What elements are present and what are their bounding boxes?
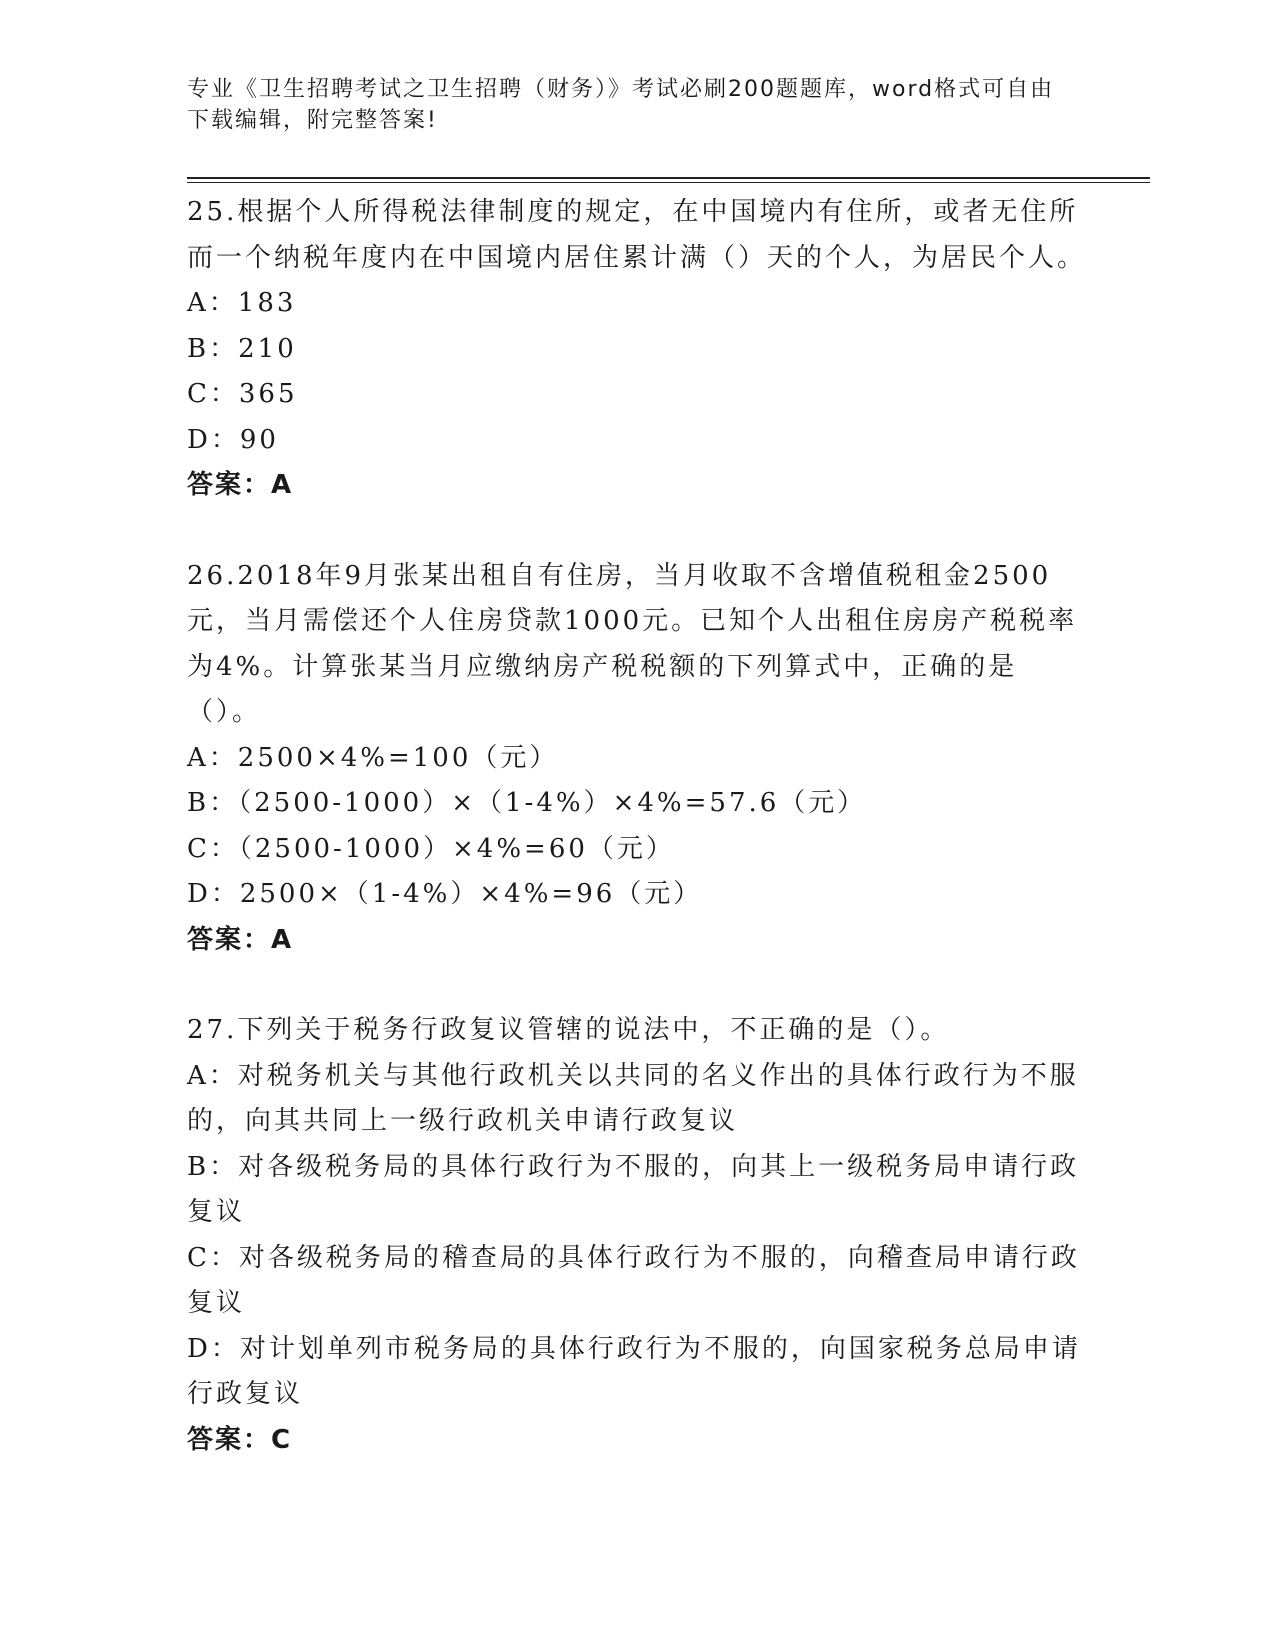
option-a: A：183 <box>187 288 297 318</box>
option-d: D：2500×（1-4%）×4%=96（元） <box>187 879 703 909</box>
question-27 <box>187 1008 1087 1463</box>
question-25 <box>187 190 1087 509</box>
option-c: C：对各级税务局的稽查局的具体行政行为不服的，向稽查局申请行政复议 <box>187 1242 1080 1318</box>
answer-label: 答案：A <box>187 470 294 500</box>
header-rule-thick <box>187 177 1150 179</box>
option-d: D：对计划单列市税务局的具体行政行为不服的，向国家税务总局申请行政复议 <box>187 1333 1081 1409</box>
question-stem: 27.下列关于税务行政复议管辖的说法中，不正确的是（）。 <box>187 1015 950 1045</box>
answer-label: 答案：C <box>187 1424 293 1455</box>
option-c: C：365 <box>187 379 298 409</box>
option-c: C：（2500-1000）×4%=60（元） <box>187 833 675 864</box>
question-26 <box>187 554 1087 964</box>
question-stem: 26.2018年9月张某出租自有住房，当月收取不含增值税租金2500元，当月需偿还个人住房贷款1000元。已知个人出租住房房产税税率为4%。计算张某当月应缴纳房产税税额的下列算式中，正确的是（）。 <box>187 560 1078 727</box>
question-stem: 25.根据个人所得税法律制度的规定，在中国境内有住所，或者无住所而一个纳税年度内在中国境内居住累计满（）天的个人，为居民个人。 <box>187 197 1087 273</box>
option-b: B：对各级税务局的具体行政行为不服的，向其上一级税务局申请行政复议 <box>187 1151 1080 1227</box>
question-gap <box>187 509 1087 554</box>
option-d: D：90 <box>187 424 279 455</box>
option-b: B：（2500-1000）×（1-4%）×4%=57.6（元） <box>187 788 867 818</box>
option-a: A：2500×4%=100（元） <box>187 742 559 773</box>
document-header: 专业《卫生招聘考试之卫生招聘（财务）》考试必刷200题题库，word格式可自由下载编辑，附完整答案! <box>187 77 1055 133</box>
question-gap <box>187 963 1087 1008</box>
option-b: B：210 <box>187 333 297 364</box>
answer-label: 答案：A <box>187 924 294 955</box>
question-list <box>187 190 1087 1463</box>
header-rule-thin <box>187 182 1150 183</box>
option-a: A：对税务机关与其他行政机关以共同的名义作出的具体行政行为不服的，向其共同上一级行政机关申请行政复议 <box>187 1060 1079 1136</box>
